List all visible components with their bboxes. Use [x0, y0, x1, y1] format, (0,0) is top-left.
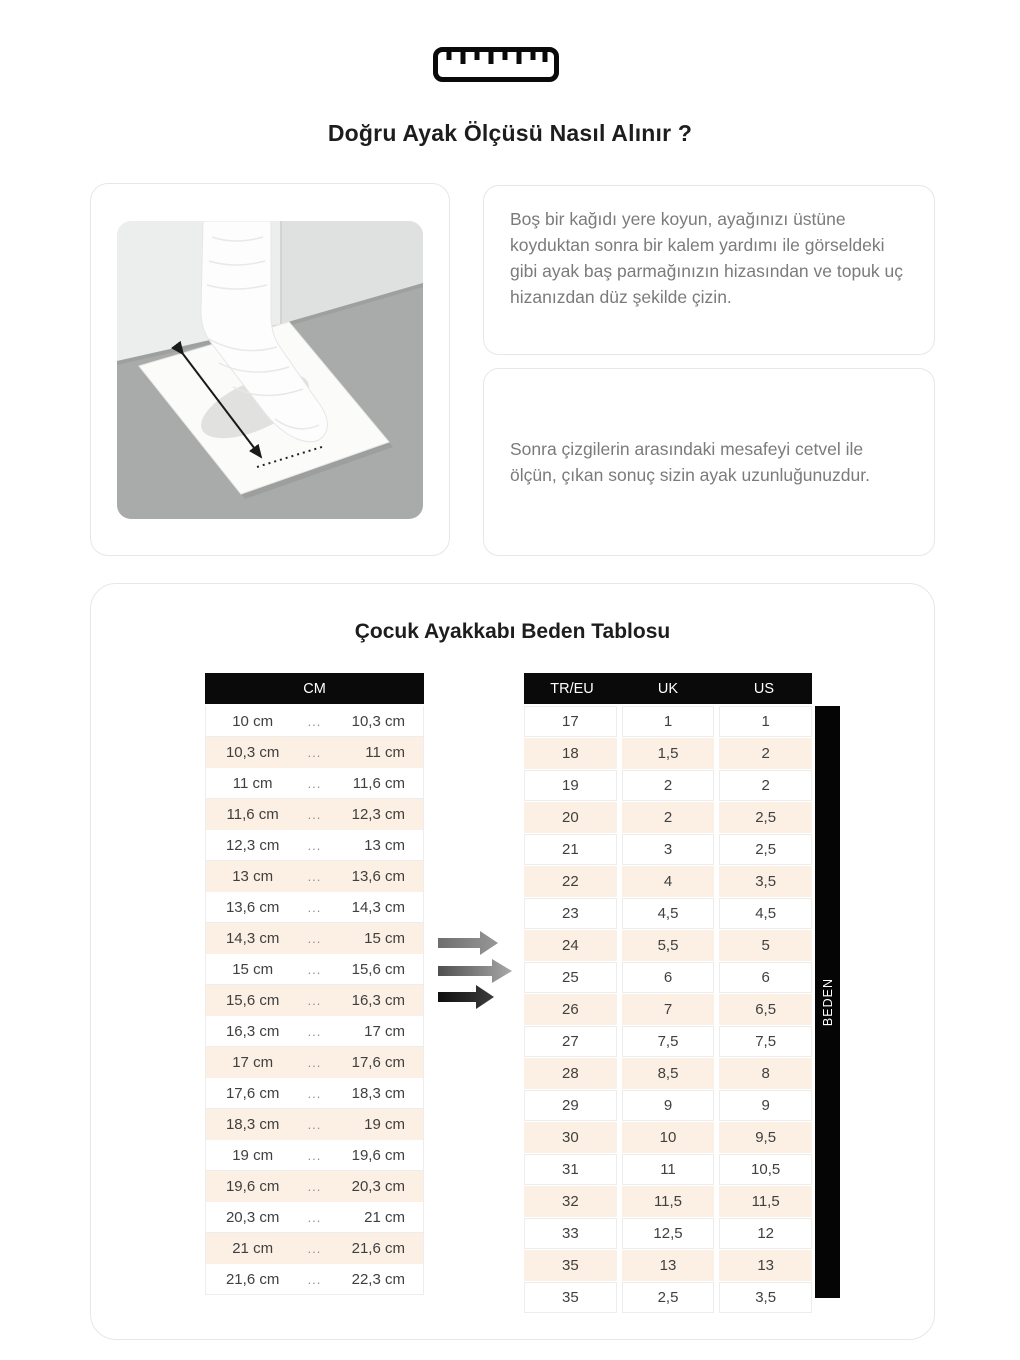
size-cell-us: 9,5	[719, 1122, 812, 1153]
cm-table-row	[206, 861, 423, 892]
cm-from-cell: 17 cm	[232, 1053, 274, 1071]
cm-from-cell: 13 cm	[232, 867, 274, 885]
range-dots-cell: ...	[307, 806, 322, 822]
cm-from-cell: 15 cm	[232, 960, 274, 978]
size-cell-uk: 6	[622, 962, 715, 993]
size-cell-us: 6	[719, 962, 812, 993]
cm-to-cell: 11,6 cm	[352, 774, 405, 792]
size-cell-uk: 10	[622, 1122, 715, 1153]
cm-from-cell: 10 cm	[232, 712, 274, 730]
range-dots-cell: ...	[307, 1178, 322, 1194]
size-cell-uk: 7	[622, 994, 715, 1025]
size-cell-uk: 1,5	[622, 738, 715, 769]
size-table-row	[524, 898, 812, 929]
size-cell-us: 1	[719, 706, 812, 737]
cm-table-row	[206, 923, 423, 954]
size-cell-uk: 8,5	[622, 1058, 715, 1089]
cm-table-row	[206, 1202, 423, 1233]
size-cell-tr-eu: 29	[524, 1090, 617, 1121]
header-us: US	[753, 680, 775, 697]
cm-to-cell: 19 cm	[364, 1115, 405, 1133]
size-cell-tr-eu: 19	[524, 770, 617, 801]
beden-label: BEDEN	[820, 977, 835, 1027]
size-cell-tr-eu: 27	[524, 1026, 617, 1057]
size-table-title: Çocuk Ayakkabı Beden Tablosu	[354, 620, 671, 643]
cm-table-row	[206, 706, 423, 737]
range-dots-cell: ...	[307, 837, 322, 853]
cm-table-row	[206, 1140, 423, 1171]
size-table-row	[524, 1058, 812, 1089]
cm-from-cell: 21 cm	[232, 1239, 274, 1257]
size-cell-us: 2	[719, 738, 812, 769]
cm-table-row	[206, 737, 423, 768]
cm-to-cell: 15,6 cm	[351, 960, 405, 978]
size-table-row	[524, 770, 812, 801]
size-table-row	[524, 930, 812, 961]
size-table-row	[524, 802, 812, 833]
cm-to-cell: 19,6 cm	[351, 1146, 405, 1164]
cm-to-cell: 11 cm	[365, 743, 405, 761]
size-cell-us: 5	[719, 930, 812, 961]
cm-from-cell: 16,3 cm	[225, 1022, 280, 1040]
range-dots-cell: ...	[307, 1240, 322, 1256]
size-table-row	[524, 1026, 812, 1057]
cm-to-cell: 12,3 cm	[351, 805, 405, 823]
page-title: Doğru Ayak Ölçüsü Nasıl Alınır ?	[327, 120, 693, 146]
size-cell-us: 3,5	[719, 866, 812, 897]
cm-to-cell: 22,3 cm	[351, 1270, 405, 1288]
cm-from-cell: 12,3 cm	[225, 836, 280, 854]
cm-table-row	[206, 1047, 423, 1078]
size-cell-uk: 7,5	[622, 1026, 715, 1057]
cm-from-cell: 11,6 cm	[226, 805, 279, 823]
range-dots-cell: ...	[307, 1147, 322, 1163]
size-cell-us: 13	[719, 1250, 812, 1281]
instruction-step2-text: Sonra çizgilerin arasındaki mesafeyi cetvel ile ölçün, çıkan sonuç sizin ayak uzunluğunuzdur.	[510, 439, 870, 485]
size-table-row	[524, 1090, 812, 1121]
cm-header-label: CM	[303, 680, 326, 697]
size-cell-us: 2,5	[719, 802, 812, 833]
size-cell-tr-eu: 30	[524, 1122, 617, 1153]
size-table-row	[524, 962, 812, 993]
beden-vertical-bar	[815, 706, 840, 1298]
size-cell-uk: 3	[622, 834, 715, 865]
cm-to-cell: 18,3 cm	[351, 1084, 405, 1102]
range-dots-cell: ...	[307, 1054, 322, 1070]
cm-table	[205, 673, 424, 1295]
size-cell-tr-eu: 26	[524, 994, 617, 1025]
size-table-row	[524, 1154, 812, 1185]
size-cell-tr-eu: 35	[524, 1282, 617, 1313]
cm-to-cell: 13,6 cm	[351, 867, 405, 885]
cm-from-cell: 19,6 cm	[225, 1177, 280, 1195]
cm-table-row	[206, 1016, 423, 1047]
size-cell-us: 12	[719, 1218, 812, 1249]
size-cell-us: 9	[719, 1090, 812, 1121]
range-dots-cell: ...	[307, 1271, 322, 1287]
cm-table-row	[206, 1233, 423, 1264]
range-dots-cell: ...	[307, 961, 322, 977]
size-table-row	[524, 1282, 812, 1313]
size-cell-uk: 11,5	[622, 1186, 715, 1217]
range-dots-cell: ...	[307, 1085, 322, 1101]
size-cell-uk: 13	[622, 1250, 715, 1281]
size-cell-uk: 2	[622, 802, 715, 833]
cm-to-cell: 15 cm	[364, 929, 405, 947]
size-table-row	[524, 866, 812, 897]
cm-to-cell: 10,3 cm	[351, 712, 405, 730]
range-dots-cell: ...	[307, 930, 322, 946]
cm-table-row	[206, 830, 423, 861]
size-cell-tr-eu: 18	[524, 738, 617, 769]
size-table-row	[524, 834, 812, 865]
cm-from-cell: 17,6 cm	[225, 1084, 280, 1102]
size-cell-uk: 2	[622, 770, 715, 801]
cm-to-cell: 17,6 cm	[351, 1053, 405, 1071]
cm-table-header	[205, 673, 424, 704]
size-table-header	[524, 673, 812, 704]
cm-to-cell: 20,3 cm	[351, 1177, 405, 1195]
size-table-row	[524, 1218, 812, 1249]
size-table-row	[524, 706, 812, 737]
size-cell-uk: 1	[622, 706, 715, 737]
size-cell-us: 10,5	[719, 1154, 812, 1185]
ruler-icon	[432, 46, 560, 84]
range-dots-cell: ...	[307, 868, 322, 884]
conversion-arrows-icon	[436, 929, 516, 1011]
cm-to-cell: 17 cm	[364, 1022, 405, 1040]
cm-from-cell: 18,3 cm	[225, 1115, 280, 1133]
size-cell-us: 11,5	[719, 1186, 812, 1217]
instruction-step2-card	[483, 368, 935, 556]
size-cell-uk: 12,5	[622, 1218, 715, 1249]
cm-to-cell: 16,3 cm	[351, 991, 405, 1009]
cm-from-cell: 13,6 cm	[225, 898, 280, 916]
cm-to-cell: 21 cm	[364, 1208, 405, 1226]
cm-from-cell: 19 cm	[232, 1146, 274, 1164]
size-cell-tr-eu: 35	[524, 1250, 617, 1281]
size-table-row	[524, 1250, 812, 1281]
size-cell-uk: 5,5	[622, 930, 715, 961]
range-dots-cell: ...	[307, 1116, 322, 1132]
size-cell-tr-eu: 21	[524, 834, 617, 865]
range-dots-cell: ...	[307, 744, 322, 760]
cm-to-cell: 21,6 cm	[351, 1239, 405, 1257]
size-cell-uk: 4	[622, 866, 715, 897]
cm-to-cell: 13 cm	[364, 836, 405, 854]
size-cell-tr-eu: 17	[524, 706, 617, 737]
cm-table-row	[206, 985, 423, 1016]
size-table-row	[524, 1122, 812, 1153]
cm-table-row	[206, 1109, 423, 1140]
size-table-card	[90, 583, 935, 1340]
header-tr-eu: TR/EU	[550, 680, 594, 697]
cm-table-row	[206, 892, 423, 923]
size-cell-us: 2,5	[719, 834, 812, 865]
size-cell-tr-eu: 25	[524, 962, 617, 993]
header-uk: UK	[657, 680, 679, 697]
size-cell-us: 7,5	[719, 1026, 812, 1057]
foot-measurement-photo	[117, 221, 423, 519]
cm-from-cell: 10,3 cm	[225, 743, 280, 761]
cm-from-cell: 20,3 cm	[225, 1208, 280, 1226]
cm-table-row	[206, 799, 423, 830]
size-table-row	[524, 1186, 812, 1217]
size-cell-uk: 2,5	[622, 1282, 715, 1313]
cm-table-row	[206, 1171, 423, 1202]
size-cell-uk: 11	[622, 1154, 715, 1185]
cm-from-cell: 21,6 cm	[225, 1270, 280, 1288]
size-cell-tr-eu: 32	[524, 1186, 617, 1217]
size-cell-us: 4,5	[719, 898, 812, 929]
foot-measurement-photo-card	[90, 183, 450, 556]
size-table-body	[524, 706, 812, 1313]
range-dots-cell: ...	[307, 713, 322, 729]
size-cell-tr-eu: 24	[524, 930, 617, 961]
size-cell-tr-eu: 23	[524, 898, 617, 929]
cm-from-cell: 15,6 cm	[225, 991, 280, 1009]
cm-to-cell: 14,3 cm	[351, 898, 405, 916]
size-cell-tr-eu: 20	[524, 802, 617, 833]
range-dots-cell: ...	[307, 992, 322, 1008]
size-cell-us: 2	[719, 770, 812, 801]
instruction-step1-card	[483, 185, 935, 355]
cm-table-row	[206, 768, 423, 799]
cm-from-cell: 14,3 cm	[225, 929, 280, 947]
cm-table-row	[206, 954, 423, 985]
size-table-row	[524, 994, 812, 1025]
cm-from-cell: 11 cm	[232, 774, 273, 792]
size-cell-tr-eu: 33	[524, 1218, 617, 1249]
cm-table-row	[206, 1078, 423, 1109]
cm-table-row	[206, 1264, 423, 1295]
size-cell-tr-eu: 22	[524, 866, 617, 897]
range-dots-cell: ...	[307, 775, 322, 791]
size-cell-tr-eu: 31	[524, 1154, 617, 1185]
size-cell-us: 8	[719, 1058, 812, 1089]
size-cell-uk: 9	[622, 1090, 715, 1121]
international-size-table	[524, 673, 812, 1314]
range-dots-cell: ...	[307, 1209, 322, 1225]
range-dots-cell: ...	[307, 1023, 322, 1039]
size-cell-tr-eu: 28	[524, 1058, 617, 1089]
size-cell-us: 6,5	[719, 994, 812, 1025]
size-table-row	[524, 738, 812, 769]
instruction-step1-text: Boş bir kağıdı yere koyun, ayağınızı üstüne koyduktan sonra bir kalem yardımı ile görseldeki gibi ayak baş parmağınızın hizasından ve topuk uç hizanızdan düz şekilde çizin.	[510, 209, 904, 307]
size-cell-uk: 4,5	[622, 898, 715, 929]
size-cell-us: 3,5	[719, 1282, 812, 1313]
range-dots-cell: ...	[307, 899, 322, 915]
cm-table-body	[205, 706, 424, 1295]
